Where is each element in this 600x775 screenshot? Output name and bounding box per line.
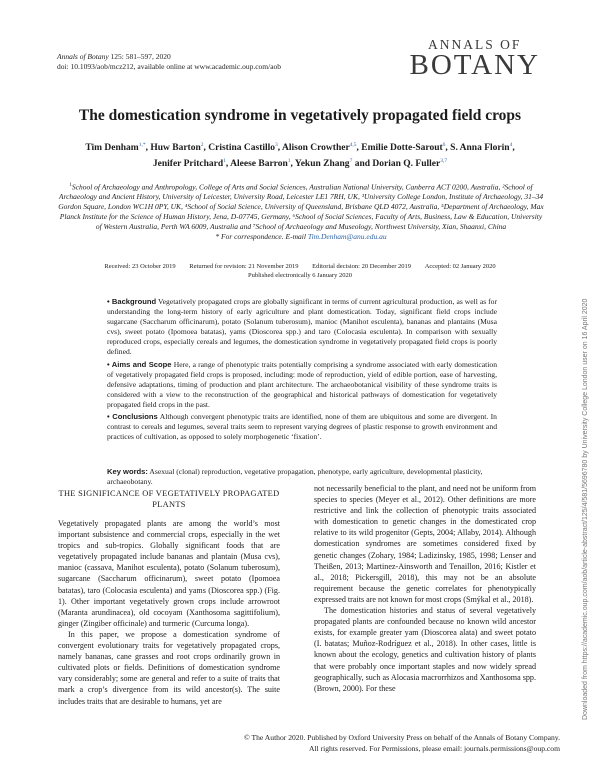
date-published: Published electronically 6 January 2020 <box>248 272 352 279</box>
copyright-footer <box>240 733 560 754</box>
permissions-line: All rights reserved. For Permissions, please email: journals.permissions@oup.com <box>308 743 560 753</box>
date-received: Received: 23 October 2019 <box>104 263 176 270</box>
journal-issue: 125: 581–597, 2020 <box>108 52 171 61</box>
journal-name: Annals of Botany <box>57 52 109 61</box>
abstract <box>107 297 497 444</box>
keywords-label: Key words: <box>107 467 148 476</box>
download-sidebar <box>580 30 592 730</box>
body-paragraph: The domestication histories and status of several vegetatively propagated plants are confounded because no known wild ancestor exists, for example greater yam (Dioscorea alata) and sweet potato (I. batatas; Muñoz-Rodríguez et al., 2018). In other cases, little is known about the ecology, genetics and cultivation history of plants that were probably once important staples and now widely spread geographically, such as Alocasia macrorrhizos and Xanthosoma spp. (Brown, 2000). For these <box>314 606 536 693</box>
date-editorial: Editorial decision: 20 December 2019 <box>312 263 412 270</box>
article-history <box>50 262 550 280</box>
keywords-text: Asexual (clonal) reproduction, vegetative propagation, phenotype, early agriculture, developmental plasticity, archaeobotany. <box>107 467 483 487</box>
journal-volume-line <box>57 52 281 62</box>
right-column <box>314 483 536 694</box>
author: Cristina Castillo$^3$, <box>208 142 283 154</box>
date-returned: Returned for revision: 21 November 2019 <box>189 263 299 270</box>
abstract-conclusions: • Conclusions Although convergent phenotypic traits are identified, none of them are ubiquitous and some are divergent. In contrast to cereals and legumes, several traits seem to represent varying degrees of plastic response to growth environment and practices of cultivation, as opposed to solely morphogenetic ‘fixation’. <box>107 412 497 442</box>
abstract-background: • Background Vegetatively propagated crops are globally significant in terms of current agricultural production, as well as for understanding the long-term history of early agriculture and plant domestication. Today, significant field crops include sugarcane (Saccharum officinarum), potato (Solanum tuberosum), manioc (Manihot esculenta), bananas and plantains (Musa cvs), sweet potato (Ipomoea batatas), yams (Dioscorea spp.) and taro (Colocasia esculenta). In comparison with sexually reproduced crops, especially cereals and legumes, the domestication syndrome in vegetatively propagated field crops is poorly defined. <box>107 297 497 358</box>
logo-line-2: BOTANY <box>409 49 540 81</box>
journal-citation <box>57 52 281 72</box>
author-list <box>55 139 545 171</box>
body-paragraph: not necessarily beneficial to the plant, and need not be uniform from species to species (Meyer et al., 2012). Other definitions are more restrictive and link the collection of phenotypic traits associated with domestication to genetic changes in the domesticated crop relative to its wild progenitor (Gepts, 2004; Allaby, 2014). Although domestication syndromes are sometimes considered fixed by genetic changes (Zohary, 1984; Ladizinsky, 1985, 1998; Lenser and Theißen, 2013; Martinez-Ainsworth and Tenaillon, 2016; Kistler et al., 2018; Pickersgill, 2018), this may not be an absolute requirement because the genetic correlates for phenotypically expressed traits are not known for most crops (Smýkal et al., 2018). <box>314 484 536 604</box>
correspondence-email[interactable]: Tim.Denham@anu.edu.au <box>307 232 387 242</box>
abstract-aims: • Aims and Scope Here, a range of phenotypic traits potentially comprising a syndrome associated with early domestication of vegetatively propagated field crops is proposed, including: mode of reproduction, yield of edible portion, ease of harvesting, defensive adaptations, timing of production and plant architecture. The archaeobotanical visibility of these syndrome traits is considered with a view to the reconstruction of the geographical and historical pathways of domestication for vegetatively propagated field crops in the past. <box>107 360 497 410</box>
author: Yekun Zhang$^7$ and <box>294 158 373 170</box>
date-accepted: Accepted: 02 January 2020 <box>424 263 496 270</box>
author: Huw Barton$^2$, <box>150 142 209 154</box>
author: Dorian Q. Fuller$^{3,7}$ <box>372 158 448 170</box>
download-notice: Downloaded from https://academic.oup.com/aob/article-abstract/125/4/581/5696780 by University College London user on 16 April 2020 <box>582 298 589 720</box>
body-paragraph: Vegetatively propagated plants are among the world’s most important subsistence and commercial crops, especially in the wet tropics and sub-tropics. Globally significant foods that are vegetatively propagated include bananas and plantain (Musa cvs), manioc (cassava, Manihot esculenta), potato (Solanum tuberosum), sugarcane (Saccharum officinarum), sweet potato (Ipomoea batatas), taro (Colocasia esculenta) and yams (Dioscorea spp.) (Fig. 1). Other important vegetatively grown crops include arrowroot (Maranta arundinacea), old cocoyam (Xanthosoma sagittifolium), ginger (Zingiber officinale) and turmeric (Curcuma longa). <box>58 519 280 628</box>
journal-doi[interactable]: doi: 10.1093/aob/mcz212, available online at www.academic.oup.com/aob <box>57 62 282 71</box>
correspondence-label: * For correspondence. E-mail <box>215 232 308 242</box>
author: Jenifer Pritchard$^1$, <box>152 158 231 170</box>
author: Tim Denham$^{1,*}$, <box>85 142 151 154</box>
affiliation-text: School of Archaeology and Anthropology, College of Arts and Social Sciences, Australian National University, Canberra ACT 0200, Australia, ²School of Archaeology and Ancient History, University of Leicester, University Road, Leicester LE1 7RH, UK, ³University College London, Institute of Archaeology, 31–34 Gordon Square, London WC1H 0PY, UK, ⁴School of Social Science, University of Queensland, Brisbane QLD 4072, Australia, ⁵Department of Archaeology, Max Planck Institute for the Science of Human History, Jena, D-07745, Germany, ⁶School of Social Sciences, Faculty of Arts, Business, Law & Education, University of Western Australia, Perth WA 6009, Australia and ⁷School of Archaeology and Museology, Northwest University, Xian, Shaanxi, China <box>58 182 544 232</box>
copyright-line: © The Author 2020. Published by Oxford University Press on behalf of the Annals of Botany Company. <box>243 733 560 742</box>
journal-logo <box>409 37 540 81</box>
left-column <box>58 488 280 707</box>
author: S. Anna Florin$^4$, <box>450 142 515 154</box>
author: Alison Crowther$^{4,5}$, <box>282 142 362 154</box>
logo-line-1: ANNALS OF <box>428 37 522 52</box>
paper-title: The domestication syndrome in vegetatively propagated field crops <box>78 107 522 124</box>
author: Aleese Barron$^1$, <box>230 158 295 170</box>
section-heading: THE SIGNIFICANCE OF VEGETATIVELY PROPAGATED PLANTS <box>58 489 280 509</box>
affiliations: $^1$School of Archaeology and Anthropology, College of Arts and Social Sciences, Australian National University, Canberra ACT 0200, Australia, ²School of Archaeology and Ancient History, University of Leicester, University Road, Leicester LE1 7RH, UK, ³University College London, Institute of Archaeology, 31–34 Gordon Square, London WC1H 0PY, UK, ⁴School of Social Science, University of Queensland, Brisbane QLD 4072, Australia, ⁵Department of Archaeology, Max Planck Institute for the Science of Human History, Jena, D-07745, Germany, ⁶School of Social Sciences, Faculty of Arts, Business, Law & Education, University of Western Australia, Perth WA 6009, Australia and ⁷School of Archaeology and Museology, Northwest University, Xian, Shaanxi, China * For correspondence. E-mail Tim.Denham@anu.edu.au <box>58 182 544 242</box>
author: Emilie Dotte-Sarout$^6$, <box>361 142 451 154</box>
body-paragraph: In this paper, we propose a domestication syndrome of convergent evolutionary traits for vegetatively propagated crops, namely bananas, cane grasses and root crops ordinarily grown in cultivated plots or fields. Definitions of domestication syndrome vary considerably; some are general and refer to a suite of traits that mark a crop’s divergence from its wild ancestor(s). The suite includes traits that are desirable to humans, yet are <box>58 629 280 706</box>
